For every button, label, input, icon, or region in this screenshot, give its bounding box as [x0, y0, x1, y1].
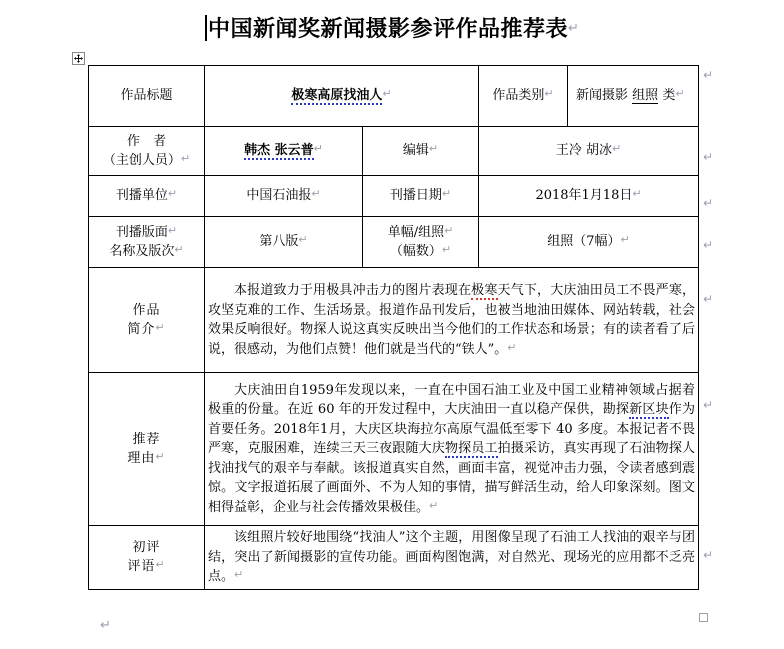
paragraph-mark-icon: ↵ — [703, 398, 714, 412]
paragraph-mark-icon: ↵ — [382, 87, 392, 101]
value-work-summary — [205, 268, 699, 373]
value-work-category — [568, 66, 699, 127]
label-work-summary-line2: 简介 — [127, 322, 156, 337]
label-preliminary-comment-line1: 初评 — [132, 539, 161, 555]
label-recommendation-reason — [89, 373, 205, 526]
paragraph-mark-icon: ↵ — [428, 142, 439, 156]
publisher-text: 中国石油报 — [246, 188, 312, 204]
page-title — [0, 12, 784, 43]
value-preliminary-comment — [205, 526, 699, 590]
work-title-text: 极寒高原找油人 — [291, 88, 383, 104]
paragraph-mark-icon: ↵ — [167, 187, 178, 201]
table-row-recommendation-reason — [89, 373, 699, 526]
label-recommendation-reason-line1: 推荐 — [132, 431, 161, 447]
label-publish-date-text: 刊播日期 — [389, 188, 442, 204]
label-publisher-text: 刊播单位 — [115, 188, 168, 204]
label-publish-date — [363, 176, 479, 217]
photo-count-text: 组照（7幅） — [547, 234, 621, 250]
paragraph-mark-icon: ↵ — [155, 558, 166, 572]
paragraph-mark-icon: ↵ — [507, 340, 517, 354]
label-work-summary — [89, 268, 205, 373]
label-work-summary-line1: 作品 — [132, 302, 161, 318]
recommendation-form-table — [88, 65, 698, 590]
document-title-text: 中国新闻奖新闻摄影参评作品推荐表 — [208, 16, 569, 42]
table-row-title — [89, 66, 699, 127]
label-work-title: 作品标题 — [89, 66, 205, 127]
value-photo-count — [479, 217, 699, 268]
paragraph-mark-icon: ↵ — [703, 238, 714, 252]
page-edition-text: 第八版 — [259, 234, 299, 250]
reason-spellcheck-b: 物探员工 — [445, 441, 498, 457]
publish-date-text: 2018年1月18日 — [535, 188, 633, 204]
paragraph-mark-icon: ↵ — [429, 498, 439, 512]
label-author-line1: 作 者 — [126, 133, 166, 149]
paragraph-mark-icon: ↵ — [100, 618, 111, 633]
text-cursor — [205, 15, 207, 41]
paragraph-mark-icon: ↵ — [611, 142, 622, 156]
paragraph-mark-icon: ↵ — [155, 321, 166, 334]
paragraph-mark-icon: ↵ — [298, 233, 308, 247]
category-underlined-text: 组照 — [632, 88, 659, 104]
label-photo-count-line2: （幅数） — [389, 244, 442, 259]
paragraph-mark-icon: ↵ — [703, 196, 714, 210]
value-editor — [479, 127, 699, 176]
label-work-category — [479, 66, 568, 127]
paragraph-mark-icon: ↵ — [311, 187, 321, 201]
paragraph-mark-icon: ↵ — [444, 223, 454, 237]
label-work-category-text: 作品类别 — [492, 88, 545, 104]
value-page-edition — [205, 217, 363, 268]
table-move-handle-icon[interactable] — [72, 52, 85, 65]
editor-names-text: 王冷 胡冰 — [555, 143, 612, 159]
table-resize-handle-icon[interactable] — [699, 613, 708, 622]
label-preliminary-comment — [89, 526, 205, 590]
paragraph-mark-icon: ↵ — [632, 187, 642, 201]
table-row-page-edition — [89, 217, 699, 268]
paragraph-mark-icon: ↵ — [441, 243, 452, 256]
value-publisher — [205, 176, 363, 217]
paragraph-mark-icon: ↵ — [703, 150, 714, 164]
category-prefix-text: 新闻摄影 — [576, 88, 629, 104]
paragraph-mark-icon: ↵ — [703, 68, 714, 82]
paragraph-mark-icon: ↵ — [544, 87, 554, 101]
paragraph-mark-icon: ↵ — [675, 87, 685, 101]
label-photo-count-line1: 单幅/组照 — [387, 224, 445, 240]
paragraph-mark-icon: ↵ — [703, 292, 714, 306]
author-names-text: 韩杰 张云普 — [244, 143, 314, 159]
label-page-edition-line1: 刊播版面 — [115, 224, 168, 240]
value-publish-date — [479, 176, 699, 217]
value-work-title — [205, 66, 479, 127]
label-publisher — [89, 176, 205, 217]
paragraph-mark-icon: ↵ — [174, 243, 184, 256]
paragraph-mark-icon: ↵ — [568, 21, 579, 36]
reason-text-b: 作为首要任务。2018年1月，大庆区块海拉尔高原气温低至零下 40 多度。本报记者不畏严寒，克服困难，连续三天三夜跟随大庆 — [208, 402, 696, 457]
paragraph-mark-icon: ↵ — [620, 233, 630, 247]
table-row-preliminary-comment — [89, 526, 699, 590]
paragraph-mark-icon: ↵ — [441, 187, 452, 201]
label-author-line2: （主创人员） — [102, 153, 181, 168]
table-row-publisher — [89, 176, 699, 217]
paragraph-mark-icon: ↵ — [234, 568, 244, 581]
paragraph-mark-icon: ↵ — [313, 142, 323, 156]
label-photo-count — [363, 217, 479, 268]
paragraph-mark-icon: ↵ — [703, 548, 714, 562]
work-summary-text-a: 本报道致力于用极具冲击力的图片表现在 — [234, 283, 472, 298]
label-author — [89, 127, 205, 176]
reason-text-c: 拍摄采访，真实再现了石油物探人找油找气的艰辛与奉献。该报道真实自然，画面丰富，视觉冲击力强，令读者感到震惊。文字报道拓展了画面外、不为人知的事情，描写鲜活生动，给人印象深刻。图文相得益彰，企业与社会传播效果极佳。 — [208, 441, 696, 515]
reason-text-a: 大庆油田自1959年发现以来，一直在中国石油工业及中国工业精神领域占据着极重的份量。在近 60 年的开发过程中，大庆油田一直以稳产保供，勘探 — [208, 382, 696, 418]
preliminary-comment-text: 该组照片较好地围绕“找油人”这个主题，用图像呈现了石油工人找油的艰辛与团结，突出了新闻摄影的宣传功能。画面构图饱满，对自然光、现场光的应用都不乏亮点。 — [208, 530, 696, 584]
paragraph-mark-icon: ↵ — [167, 223, 178, 237]
label-preliminary-comment-line2: 评语 — [127, 559, 156, 575]
paragraph-mark-icon: ↵ — [180, 152, 191, 165]
label-recommendation-reason-line2: 理由 — [127, 451, 156, 466]
table-row-author — [89, 127, 699, 176]
label-editor-text: 编辑 — [402, 143, 429, 159]
work-summary-text-b: 天气下，大庆油田员工不畏严寒，攻坚克难的工作、生活场景。报道作品刊发后，也被当地油田媒体、网站转载，社会效果反响很好。物探人说这真实反映出当今他们的工作状态和场景；有的读者看了后说，很感动，为他们点赞！他们就是当代的“铁人”。 — [208, 283, 696, 357]
work-summary-spellcheck-a: 极寒 — [471, 283, 498, 298]
table-row-work-summary — [89, 268, 699, 373]
category-suffix-text: 类 — [662, 88, 676, 104]
paragraph-mark-icon: ↵ — [155, 450, 166, 463]
label-page-edition — [89, 217, 205, 268]
label-editor — [363, 127, 479, 176]
reason-spellcheck-a: 新区块 — [629, 402, 669, 418]
value-author — [205, 127, 363, 176]
label-page-edition-line2: 名称及版次 — [109, 244, 175, 259]
value-recommendation-reason — [205, 373, 699, 526]
